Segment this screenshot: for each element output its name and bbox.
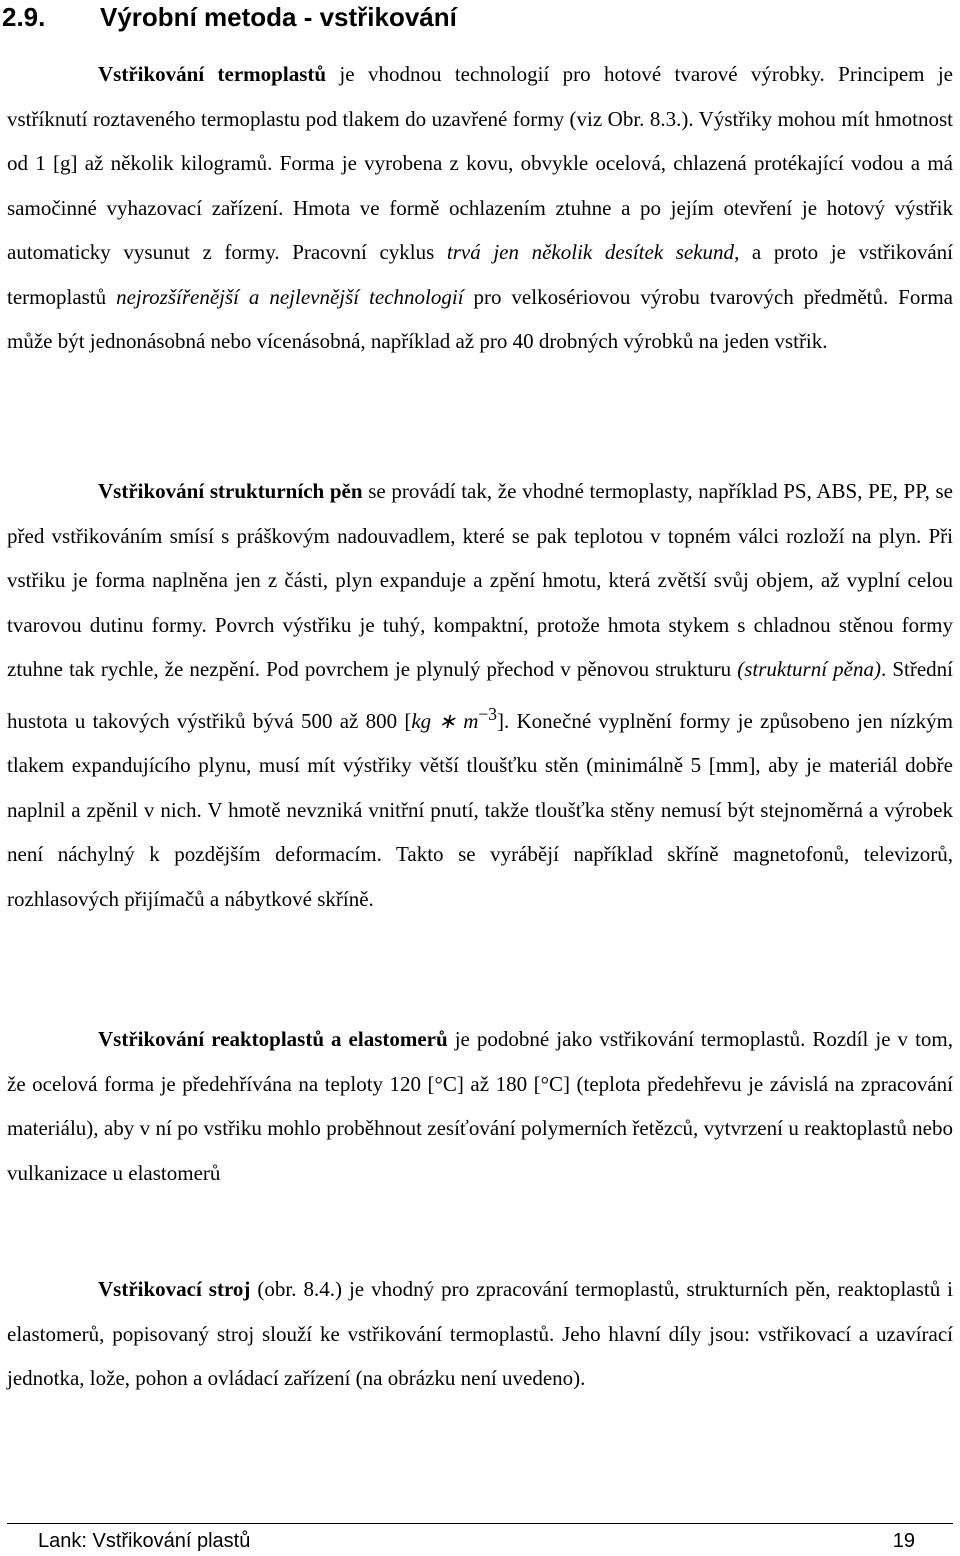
section-heading: [2, 0, 457, 34]
text-run: , a proto je vstřikování termoplastů: [7, 240, 954, 309]
text-run: ]. Konečné vyplnění formy je způsobeno jen nízkým tlakem expandujícího plynu, musí mít výstřiky větší tloušťku stěn (minimálně 5 [mm], aby je materiál dobře naplnil a zpěnil v nich. V hmotě nevzniká vnitřní pnutí, takže tloušťka stěny nemusí být stejnoměrná a výrobek není náchylný k pozdějším deformacím. Takto se vyrábějí například skříně magnetofonů, televizorů, rozhlasových přijímačů a nábytkové skříně.: [7, 708, 953, 911]
emphasis-run: nejrozšířenější a nejlevnější technologií: [116, 284, 464, 309]
math-exponent: −3: [478, 703, 498, 724]
footer-title: Lank: Vstřikování plastů: [38, 1530, 251, 1552]
term-thermoplastics: Vstřikování termoplastů: [98, 62, 327, 86]
page-number: 19: [892, 1530, 915, 1552]
math-unit: kg ∗ m: [411, 708, 479, 733]
term-thermosets: Vstřikování reaktoplastů a elastomerů: [98, 1027, 448, 1051]
section-title: Výrobní metoda - vstřikování: [100, 2, 457, 32]
section-number: 2.9.: [2, 2, 46, 32]
paragraph-thermosets: [7, 1017, 953, 1195]
term-structural-foams: Vstřikování strukturních pěn: [98, 479, 363, 503]
text-run: se provádí tak, že vhodné termoplasty, například PS, ABS, PE, PP, se před vstřikováním smísí s práškovým nadouvadlem, které se pak teplotou v topném válci rozloží na plyn. Při vstřiku je forma naplněna jen z části, plyn expanduje a zpění hmotu, která zvětší svůj objem, až vyplní celou tvarovou dutinu formy. Povrch výstřiku je tuhý, kompaktní, protože hmota stykem s chladnou stěnou formy ztuhne tak rychle, že nezpění. Pod povrchem je plynulý přechod v pěnovou strukturu: [7, 479, 953, 681]
emphasis-run: (strukturní pěna): [737, 657, 881, 681]
emphasis-run: trvá jen několik desítek sekund: [446, 240, 735, 264]
term-machine: Vstřikovací stroj: [98, 1277, 251, 1301]
footer-divider: [7, 1523, 953, 1524]
text-run: je vhodnou technologií pro hotové tvarové výrobky. Principem je vstříknutí roztaveného termoplastu pod tlakem do uzavřené formy (viz Obr. 8.3.). Výstřiky mohou mít hmotnost od 1 [g] až několik kilogramů. Forma je vyrobena z kovu, obvykle ocelová, chlazená protékající vodou a má samočinné vyhazovací zařízení. Hmota ve formě ochlazením ztuhne a po jejím otevření je hotový výstřik automaticky vysunut z formy. Pracovní cyklus: [7, 62, 953, 264]
paragraph-structural-foams: [7, 469, 953, 921]
text-run: pro velkosériovou výrobu tvarových předmětů. Forma může být jednonásobná nebo vícenásobná, například až pro 40 drobných výrobků na jeden vstřik.: [7, 284, 953, 353]
text-run: je podobné jako vstřikování termoplastů. Rozdíl je v tom, že ocelová forma je předehřívána na teploty 120 [°C] až 180 [°C] (teplota předehřevu je závislá na zpracování materiálu), aby v ní po vstřiku mohlo proběhnout zesíťování polymerních řetězců, vytvrzení u reaktoplastů nebo vulkanizace u elastomerů: [7, 1027, 953, 1185]
text-run: . Střední hustota u takových výstřiků bývá 500 až 800 [: [7, 657, 953, 733]
text-run: (obr. 8.4.) je vhodný pro zpracování termoplastů, strukturních pěn, reaktoplastů i elastomerů, popisovaný stroj slouží ke vstřikování termoplastů. Jeho hlavní díly jsou: vstřikovací a uzavírací jednotka, lože, pohon a ovládací zařízení (na obrázku není uvedeno).: [7, 1277, 954, 1390]
paragraph-thermoplastics: [7, 52, 953, 364]
paragraph-machine: [7, 1267, 953, 1401]
